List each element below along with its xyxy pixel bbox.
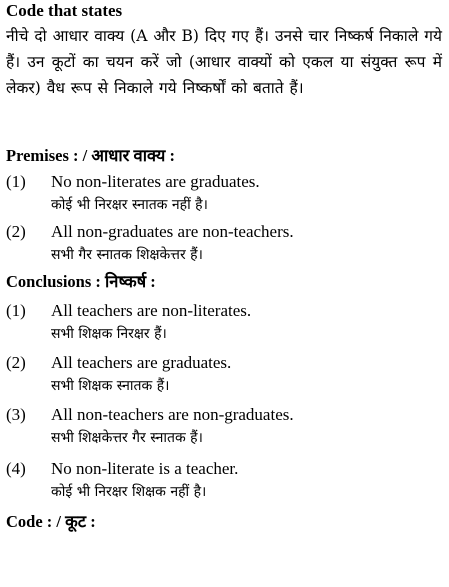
conclusion-text-hindi: सभी शिक्षकेत्तर गैर स्नातक हैं। bbox=[51, 430, 203, 446]
conclusion-text-english: All teachers are graduates. bbox=[51, 353, 232, 372]
premise-number: (2) bbox=[6, 222, 26, 241]
conclusion-number: (4) bbox=[6, 459, 26, 478]
conclusion-text-hindi: सभी शिक्षक निरक्षर हैं। bbox=[51, 326, 167, 342]
premises-title: Premises : / आधार वाक्य : bbox=[6, 146, 175, 165]
conclusion-text-english: No non-literate is a teacher. bbox=[51, 459, 239, 478]
conclusion-number: (3) bbox=[6, 405, 26, 424]
question-instructions: नीचे दो आधार वाक्य (A और B) दिए गए हैं। उनसे चार निष्कर्ष निकाले गये हैं। उन कूटों का चयन करें जो (आधार वाक्यों को एकल या संयुक्त रूप में लेकर) वैध रूप से निकाले गये निष्कर्षों को बताते हैं। bbox=[6, 27, 442, 97]
premise-text-hindi: कोई भी निरक्षर स्नातक नहीं है। bbox=[51, 197, 208, 213]
conclusion-number: (1) bbox=[6, 301, 26, 320]
conclusion-text-hindi: सभी शिक्षक स्नातक हैं। bbox=[51, 378, 170, 394]
conclusion-text-hindi: कोई भी निरक्षर शिक्षक नहीं है। bbox=[51, 484, 207, 500]
conclusions-title: Conclusions : निष्कर्ष : bbox=[6, 272, 156, 291]
conclusion-text-english: All non-teachers are non-graduates. bbox=[51, 405, 294, 424]
premise-text-english: All non-graduates are non-teachers. bbox=[51, 222, 294, 241]
question-heading: Code that states bbox=[6, 1, 123, 20]
premise-text-hindi: सभी गैर स्नातक शिक्षकेत्तर हैं। bbox=[51, 247, 203, 263]
conclusion-number: (2) bbox=[6, 353, 26, 372]
conclusion-text-english: All teachers are non-literates. bbox=[51, 301, 252, 320]
premise-text-english: No non-literates are graduates. bbox=[51, 172, 260, 191]
premise-number: (1) bbox=[6, 172, 26, 191]
code-label: Code : / कूट : bbox=[6, 512, 96, 531]
